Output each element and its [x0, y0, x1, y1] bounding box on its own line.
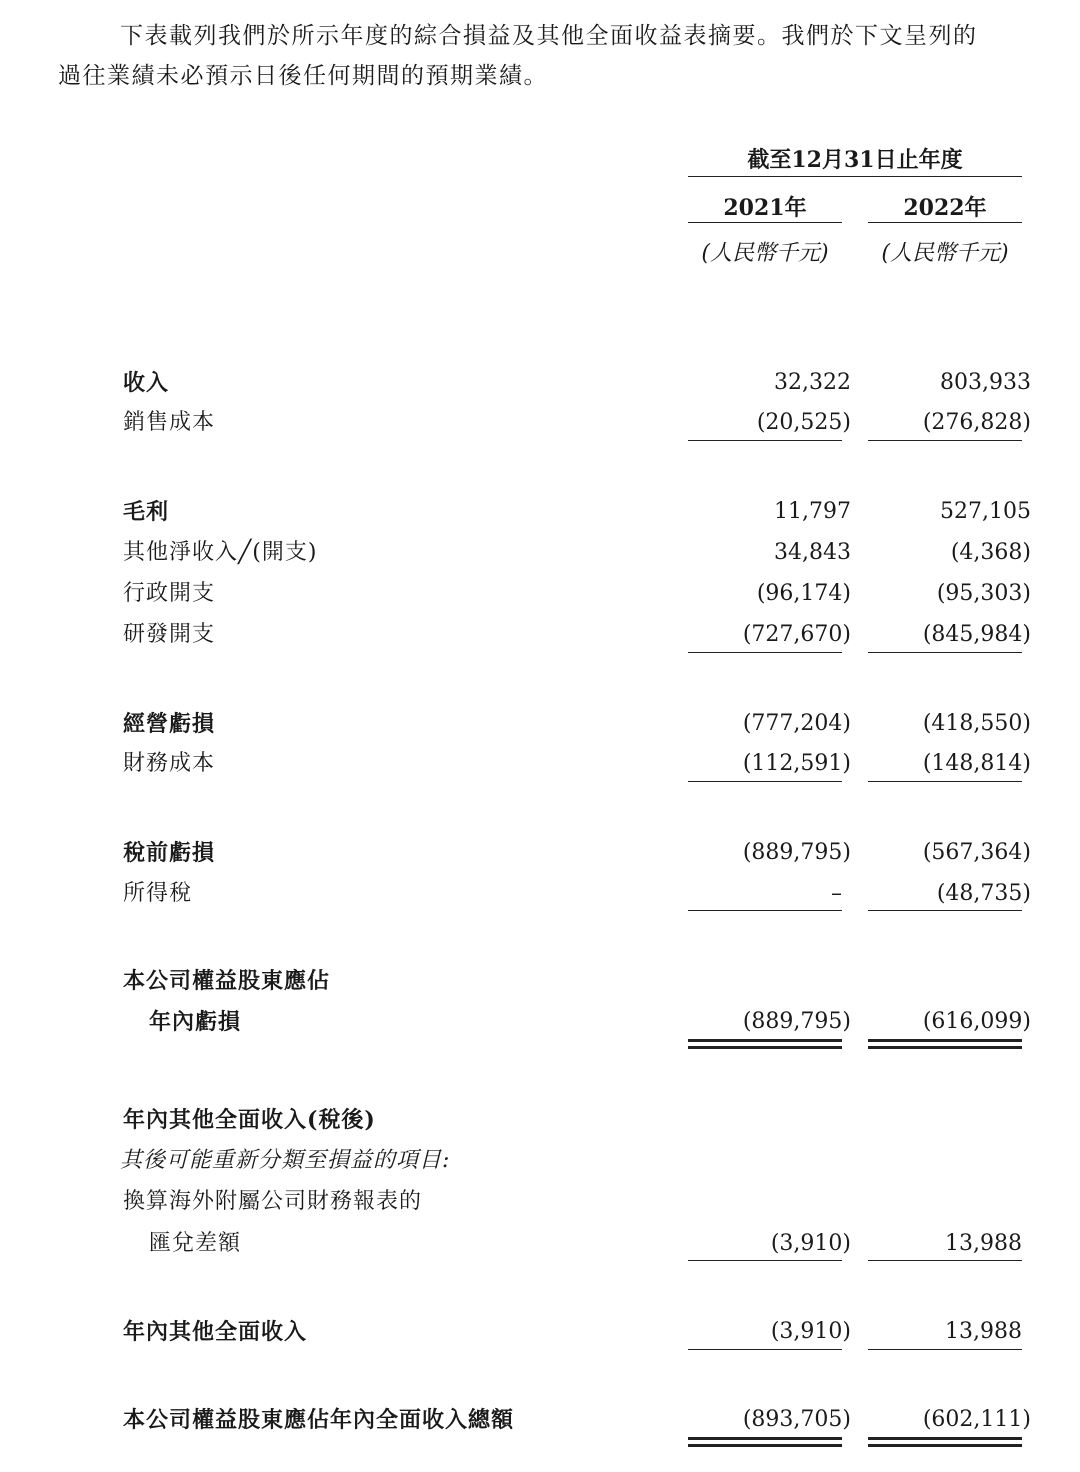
value-2021: 32,322 [774, 370, 851, 395]
value-2021: 34,843 [774, 540, 851, 565]
table-row-exchange-differences [0, 1228, 1080, 1260]
table-row-finance-costs [0, 748, 1080, 780]
table-row-attributable-heading [0, 965, 1080, 997]
subtotal-rule-2021 [688, 781, 842, 782]
value-2021: (20,525) [756, 410, 851, 435]
value-2021: (3,910) [770, 1231, 851, 1256]
row-label: 其後可能重新分類至損益的項目: [120, 1148, 451, 1173]
total-double-rule-2022 [868, 1437, 1022, 1447]
row-label: 收入 [123, 370, 170, 396]
value-2022: (276,828) [922, 410, 1031, 435]
table-row-other-net-income [0, 537, 1080, 569]
subtotal-rule-2021 [688, 1349, 842, 1350]
row-label: 年內其他全面收入 [123, 1319, 308, 1345]
table-row-operating-loss [0, 708, 1080, 740]
value-2021: (727,670) [742, 622, 851, 647]
total-double-rule-2022 [868, 1039, 1022, 1049]
value-2021: 11,797 [774, 499, 851, 524]
intro-line-1: 下表載列我們於所示年度的綜合損益及其他全面收益表摘要。我們於下文呈列的 [120, 23, 978, 49]
subtotal-rule-2022 [868, 1260, 1022, 1261]
value-2021: (893,705) [742, 1407, 851, 1432]
value-2021: – [831, 881, 842, 906]
row-label: 毛利 [123, 499, 170, 525]
table-row-admin-expenses [0, 578, 1080, 610]
value-2022: (616,099) [922, 1009, 1031, 1034]
table-row-translation-heading [0, 1186, 1080, 1218]
value-2022: 13,988 [945, 1231, 1022, 1256]
table-row-reclassifiable-items [0, 1145, 1080, 1177]
row-label: 匯兌差額 [149, 1231, 242, 1256]
row-label: 經營虧損 [123, 711, 216, 737]
unit-2022-header: (人民幣千元) [881, 241, 1009, 266]
year-2022-header-rule [868, 222, 1022, 223]
subtotal-rule-2022 [868, 1349, 1022, 1350]
table-row-revenue [0, 367, 1080, 399]
subtotal-rule-2022 [868, 781, 1022, 782]
table-row-income-tax [0, 878, 1080, 910]
subtotal-rule-2021 [688, 910, 842, 911]
total-double-rule-2021 [688, 1437, 842, 1447]
period-header: 截至12月31日止年度 [747, 147, 963, 173]
value-2022: (602,111) [922, 1407, 1031, 1432]
value-2022: 13,988 [945, 1319, 1022, 1344]
row-label: 年內虧損 [149, 1009, 242, 1035]
value-2021: (889,795) [742, 1009, 851, 1034]
table-row-gross-profit [0, 496, 1080, 528]
unit-2021-header: (人民幣千元) [701, 241, 829, 266]
value-2021: (889,795) [742, 840, 851, 865]
value-2022: (418,550) [922, 711, 1031, 736]
period-header-rule [688, 176, 1022, 177]
table-row-loss-before-tax [0, 837, 1080, 869]
row-label: 本公司權益股東應佔 [123, 968, 331, 994]
year-2021-header: 2021年 [723, 195, 807, 221]
table-row-oci-heading [0, 1104, 1080, 1136]
intro-paragraph [58, 16, 1038, 96]
row-label: 年內其他全面收入(稅後) [123, 1107, 376, 1133]
table-row-rd-expenses [0, 619, 1080, 651]
subtotal-rule-2021 [688, 652, 842, 653]
year-2021-header-rule [688, 222, 842, 223]
value-2022: (4,368) [950, 540, 1031, 565]
value-2021: (112,591) [742, 751, 851, 776]
value-2022: (48,735) [936, 881, 1031, 906]
value-2022: (845,984) [922, 622, 1031, 647]
value-2022: 803,933 [940, 370, 1031, 395]
row-label: 換算海外附屬公司財務報表的 [123, 1189, 423, 1214]
table-row-total-comprehensive-income [0, 1404, 1080, 1436]
subtotal-rule-2022 [868, 440, 1022, 441]
row-label: 所得稅 [123, 881, 193, 906]
value-2022: (95,303) [936, 581, 1031, 606]
value-2022: (567,364) [922, 840, 1031, 865]
value-2021: (777,204) [742, 711, 851, 736]
total-double-rule-2021 [688, 1039, 842, 1049]
value-2021: (96,174) [756, 581, 851, 606]
value-2022: (148,814) [922, 751, 1031, 776]
row-label: 本公司權益股東應佔年內全面收入總額 [123, 1407, 515, 1433]
table-row-oci-total [0, 1316, 1080, 1348]
subtotal-rule-2022 [868, 652, 1022, 653]
subtotal-rule-2021 [688, 440, 842, 441]
value-2021: (3,910) [770, 1319, 851, 1344]
row-label: 銷售成本 [123, 410, 216, 435]
year-2022-header: 2022年 [903, 195, 987, 221]
subtotal-rule-2022 [868, 910, 1022, 911]
table-row-loss-for-year [0, 1006, 1080, 1038]
row-label: 行政開支 [123, 581, 216, 606]
subtotal-rule-2021 [688, 1260, 842, 1261]
row-label: 財務成本 [123, 751, 216, 776]
table-row-cost-of-sales [0, 407, 1080, 439]
row-label: 研發開支 [123, 622, 216, 647]
value-2022: 527,105 [940, 499, 1031, 524]
row-label: 其他淨收入╱(開支) [123, 540, 318, 565]
intro-line-2: 過往業績未必預示日後任何期間的預期業績。 [58, 63, 548, 89]
row-label: 稅前虧損 [123, 840, 216, 866]
